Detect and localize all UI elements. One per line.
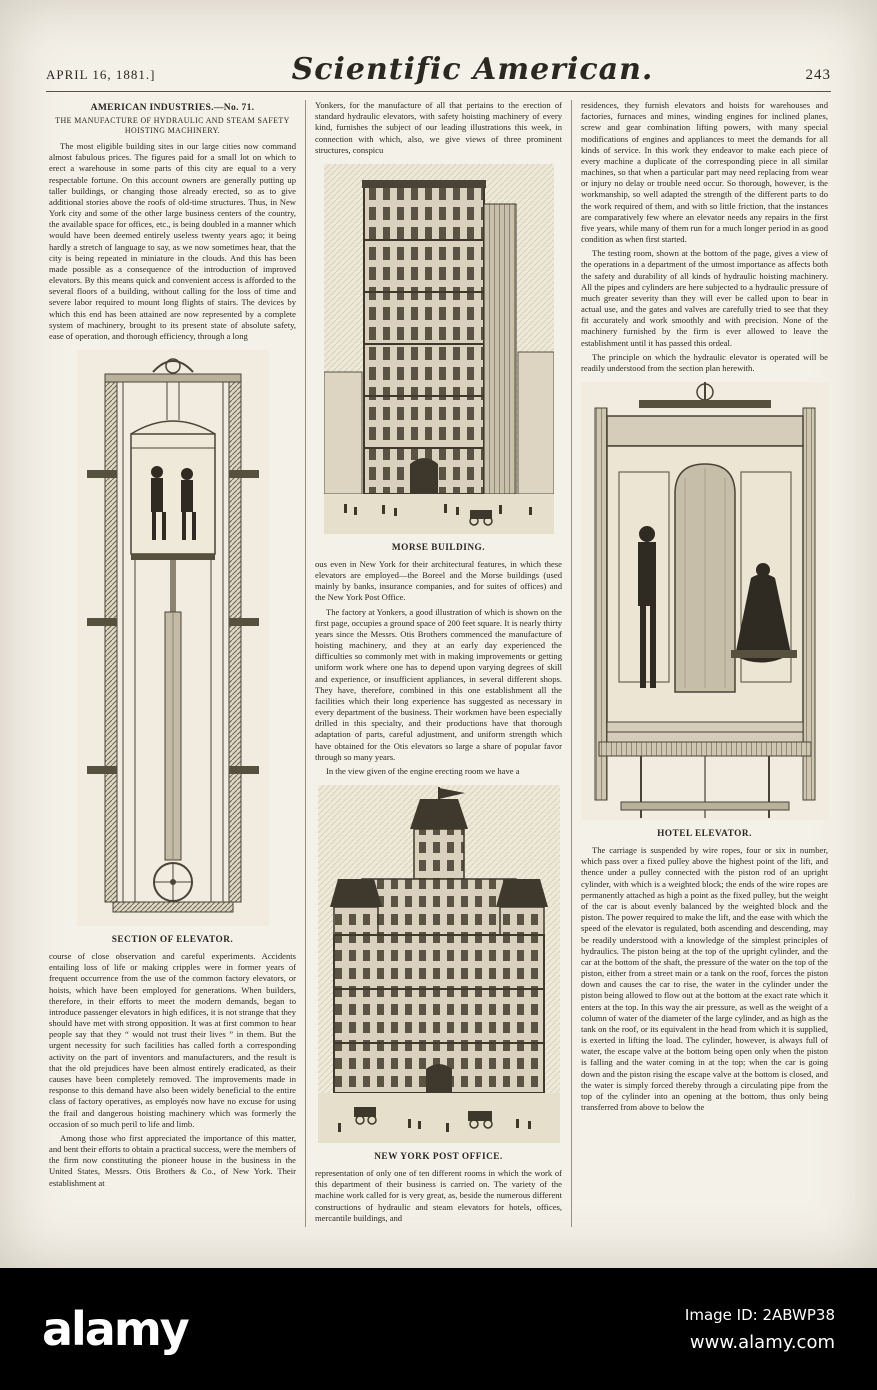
figure-new-york-post-office (315, 785, 562, 1162)
column-middle (305, 100, 571, 1227)
body-paragraph: representation of only one of ten different rooms in which the work of this department of their business is carried on. The variety of the machine work called for is very great, as, beside the numerous different constructions of hydraulic and steam elevators for hotels, offices, mercantile buildings, and (315, 1168, 562, 1223)
series-heading: AMERICAN INDUSTRIES.—No. 71. (90, 102, 255, 113)
body-paragraph: In the view given of the engine erecting room we have a (326, 765, 520, 776)
figure-caption-morse-building: MORSE BUILDING. (391, 542, 486, 553)
body-paragraph: Among those who first appreciated the importance of this matter, and bent their efforts to obtain a practical success, were the members of the firm now constituting the pioneer house in the business in the United States, Messrs. Otis Brothers & Co., of New York. Their establishment at (49, 1132, 296, 1188)
column-left (40, 100, 305, 1227)
figure-hotel-elevator (581, 382, 828, 839)
column-right (571, 100, 837, 1227)
body-paragraph: residences, they furnish elevators and hoists for warehouses and factories, furnaces and mines, winding engines for inclined planes, screw and gear combination lifting powers, with many special modifications of engines and appliances to meet the demands for all kinds of service. In this work they endeavor to make each piece of every machine a duplicate of the corresponding piece in all similar machines, so that when a particular part may need replacing from wear or injury no delay or trouble need occur. So thorough, however, is the workmanship, so well adapted the strength of the different parts to do the work required of them, and with so little friction, that the instances are comparatively few where an elevator needs any repairs in the first five years, while many of them run for a much longer period in as good condition as when first started. (581, 100, 828, 245)
article-columns (0, 92, 877, 1227)
body-paragraph: ous even in New York for their architectural features, in which these elevators are employed—the Boreel and the Morse buildings (used mainly by banks, insurance companies, and for suites of offices) and the New York Post Office. (315, 558, 562, 603)
morse-building-engraving (324, 164, 554, 534)
alamy-url: www.alamy.com (689, 1331, 835, 1353)
figure-caption-new-york-post-office: NEW YORK POST OFFICE. (374, 1152, 503, 1163)
page-header (0, 0, 877, 91)
figure-section-of-elevator (49, 350, 296, 945)
figure-morse-building (315, 164, 562, 553)
alamy-logo: alamy (42, 1302, 188, 1356)
issue-date: APRIL 16, 1881.] (46, 67, 156, 82)
body-paragraph: The carriage is suspended by wire ropes, four or six in number, which pass over a fixed pulley above the highest point of the lift, and thence under a pulley connected with the piston rod of an upright cylinder, with which is a weighted block; the ends of the wire ropes are permanently attached as high a point as the fixed pulley, but the weight of the car is about evenly balanced by the weighted block and the piston. The power required to make the lift, and the ease with which the speed of the elevator is regulated, both ascending and descending, may be readily understood with a knowledge of the simplest principles of hydraulics. The piston being at the top of the upright cylinder, and the car at the bottom of the shaft, the pressure of the water on the top of the piston, either from a street main or a tank on the roof, forces the piston down and causes the car to rise, the water in the cylinder under the piston being allowed to flow out at the bottom at the exact rate which it enters at the top. In this way the air pressure, as well as the weight of a column of water of the diameter of the large cylinder, and as high as the tank on the roof, or its equivalent in the head from which it is supplied, is exerted in lifting the load. The cylinder, however, is always full of water, the escape valve at the bottom being open only when the piston is falling and the water coming in at the top; when the car is going down and the piston rising the escape valve at the bottom is closed, and the water is simply forced thereby through a circulating pipe from the top of the cylinder into an opening at the bottom, thus only being transferred from above to below the (581, 845, 828, 1113)
body-paragraph: The most eligible building sites in our large cities now command almost fabulous prices. The figures paid for a small lot on which to erect a warehouse in some parts of this city are equal to a very respectable fortune. On this account owners are generally putting up taller buildings, or changing those already erected, so as to give additional stories above the roofs of old-time structures. Thus, in New York city and some of the other large business centers of the country, the available space for offices, etc., is being doubled in a manner which would have been deemed entirely useless twenty years ago; it being hardly a stretch of language to say, as we now sometimes hear, that the city is being repeated in miniature in the clouds. And this has been made possible as a consequence of the introduction of improved elevators. By this means quick and convenient access is afforded to the several floors of a building, without calling for the loss of time and severe labor required to mount long flights of stairs. The devices by which this end has been attained are now represented by a complete system of machinery, brought to its present state of absolute safety, ease of operation, and thorough efficiency, through a long (49, 141, 296, 341)
body-paragraph: The principle on which the hydraulic elevator is operated will be readily understood from the section plan herewith. (581, 351, 828, 373)
body-paragraph: The testing room, shown at the bottom of the page, gives a view of the operations in a department of the utmost importance as affects both the safety and durability of all kinds of hydraulic hoisting machinery. All the pipes and cylinders are here subjected to a hydraulic pressure of much greater severity than they will ever be called upon to bear in actual use, and the gates and valves are carefully tried to see that they fit accurately and work smoothly and with precision. None of the machinery furnished by the firm is ever allowed to leave the establishment until it has passed this ordeal. (581, 248, 828, 348)
body-paragraph: course of close observation and careful experiments. Accidents entailing loss of life or making cripples were in former years of frequent occurrence from the use of the common factory elevators, or hoists, which have been employed for generations. When builders, therefore, in their efforts to meet the modern demands, began to introduce passenger elevators in high edifices, it is not strange that they should have met with strong opposition. It was at first common to hear people say that they “ would not trust their lives ” in them. But the urgent necessity for such facilities has called forth a corresponding activity on the part of inventors and manufacturers, and the result is that the old prejudices have been almost entirely eradicated, as their causes have been completely removed. The improvements made in response to this demand have also been widely beneficial to the entire class of factory operatives, as employés now have no excuse for using the frail and dangerous hoisting machinery which was formerly the occasion of so much peril to life and limb. (49, 951, 296, 1129)
article-title-line1: THE MANUFACTURE OF HYDRAULIC AND STEAM SAFETY (55, 116, 290, 125)
section-of-elevator-engraving (77, 350, 269, 926)
body-paragraph: Yonkers, for the manufacture of all that pertains to the erection of standard hydraulic elevators, with safety hoisting machinery of every kind, furnishes the subject of our leading illustrations this week, in connection with which, also, we give views of three prominent structures, conspicu (315, 100, 562, 155)
figure-caption-section-of-elevator: SECTION OF ELEVATOR. (111, 935, 234, 946)
body-paragraph: The factory at Yonkers, a good illustration of which is shown on the first page, occupies a ground space of 200 feet square. It is nearly thirty years since the Messrs. Otis Brothers commenced the manufacture of hoisting machinery, and they at an early day experienced the difficulties so commonly met with in making improvements or getting uniform work where one has to depend upon varying degrees of skill and experience, or insufficient appliances, in several different shops. They have, therefore, combined in this one establishment all the facilities which their long experience has suggested as necessary in every department of the business. Their workmen have been especially drilled in this specialty, and their productions have that thorough adaptation of parts, careful adjustment, and uniform strength which have obtained for the Otis elevators so large a share of popular favor through so many years. (315, 606, 562, 762)
figure-caption-hotel-elevator: HOTEL ELEVATOR. (657, 829, 752, 840)
alamy-meta (685, 1306, 835, 1353)
alamy-footer-bar (0, 1268, 877, 1390)
image-id-label: Image ID: 2ABWP38 (684, 1305, 835, 1324)
page-number: 243 (805, 67, 831, 83)
new-york-post-office-engraving (318, 785, 560, 1143)
article-title-line2: HOISTING MACHINERY. (124, 126, 221, 135)
hotel-elevator-engraving (581, 382, 829, 820)
masthead-title: Scientific American. (291, 52, 654, 87)
